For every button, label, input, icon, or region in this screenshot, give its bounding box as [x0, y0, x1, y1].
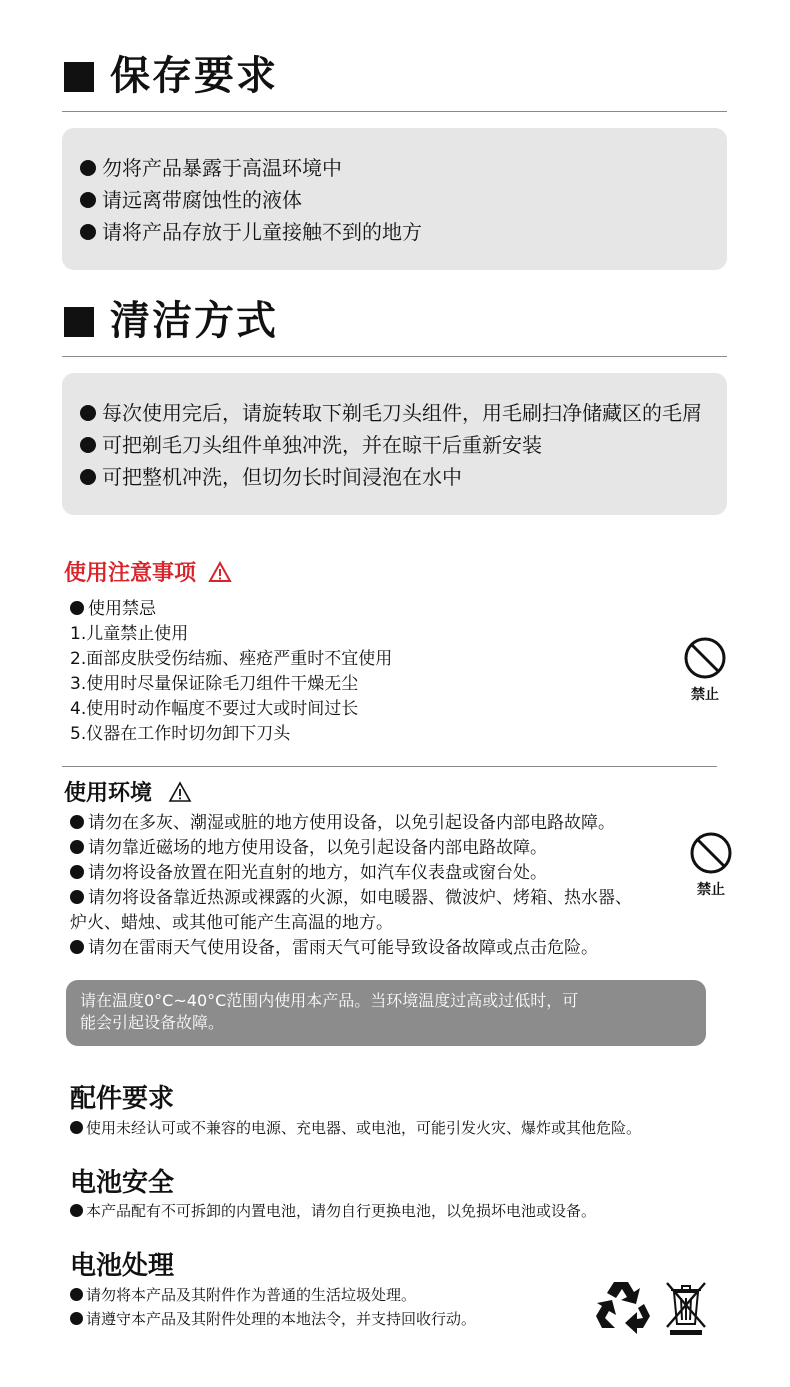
temperature-note: [66, 980, 706, 1046]
bullet-icon: [70, 1121, 83, 1134]
prohibited-sign: [683, 636, 727, 704]
environment-title: 使用环境: [64, 776, 192, 807]
list-item: 请勿将设备靠近热源或裸露的火源，如电暖器、微波炉、烤箱、热水器、: [70, 886, 632, 911]
bullet-icon: [80, 192, 96, 208]
list-item: 可把剃毛刀头组件单独冲洗，并在晾干后重新安装: [80, 430, 542, 460]
list-item: 4.使用时动作幅度不要过大或时间过长: [70, 699, 359, 719]
list-item: 请勿将设备放置在阳光直射的地方，如汽车仪表盘或窗台处。: [70, 861, 547, 886]
list-item: 可把整机冲洗，但切勿长时间浸泡在水中: [80, 462, 462, 492]
list-item: 5.仪器在工作时切勿卸下刀头: [70, 724, 291, 744]
precautions-heading: 使用禁忌: [70, 597, 156, 622]
list-item: 1.儿童禁止使用: [70, 624, 189, 644]
list-item: 使用未经认可或不兼容的电源、充电器、或电池，可能引发火灾、爆炸或其他危险。: [70, 1117, 641, 1139]
square-bullet-icon: [64, 307, 94, 337]
prohibited-label: 禁止: [697, 882, 725, 898]
warning-icon: [208, 561, 232, 583]
bullet-icon: [70, 1288, 83, 1301]
crossed-bin-icon: [664, 1280, 708, 1336]
warning-icon: [168, 781, 192, 803]
bullet-icon: [70, 601, 84, 615]
cleaning-section-title: 清洁方式: [64, 297, 278, 345]
square-bullet-icon: [64, 62, 94, 92]
list-item: 每次使用完后，请旋转取下剃毛刀头组件，用毛刷扫净储藏区的毛屑: [80, 398, 702, 428]
bullet-icon: [70, 890, 84, 904]
bullet-icon: [80, 469, 96, 485]
bullet-icon: [80, 224, 96, 240]
prohibited-icon: [689, 831, 733, 875]
divider: [62, 111, 727, 112]
list-item: 本产品配有不可拆卸的内置电池，请勿自行更换电池，以免损坏电池或设备。: [70, 1200, 596, 1222]
recycle-icon: [594, 1278, 652, 1334]
list-item: 请勿在雷雨天气使用设备，雷雨天气可能导致设备故障或点击危险。: [70, 936, 598, 961]
divider: [62, 356, 727, 357]
storage-section-title: 保存要求: [64, 52, 278, 100]
list-item: 请远离带腐蚀性的液体: [80, 185, 302, 215]
battery-disposal-title: 电池处理: [70, 1251, 175, 1281]
battery-safety-title: 电池安全: [70, 1168, 175, 1198]
prohibited-icon: [683, 636, 727, 680]
note-line: 请在温度0°C~40°C范围内使用本产品。当环境温度过高或过低时，可: [80, 991, 579, 1010]
list-item: 请勿将本产品及其附件作为普通的生活垃圾处理。: [70, 1284, 416, 1306]
bullet-icon: [70, 1204, 83, 1217]
bullet-icon: [70, 940, 84, 954]
list-item: 3.使用时尽量保证除毛刀组件干燥无尘: [70, 674, 359, 694]
bullet-icon: [70, 815, 84, 829]
list-item: 勿将产品暴露于高温环境中: [80, 153, 342, 183]
list-item: 请勿靠近磁场的地方使用设备，以免引起设备内部电路故障。: [70, 836, 547, 861]
bullet-icon: [80, 437, 96, 453]
list-item: 请将产品存放于儿童接触不到的地方: [80, 217, 422, 247]
bullet-icon: [80, 160, 96, 176]
accessories-title: 配件要求: [70, 1084, 175, 1114]
bullet-icon: [70, 1312, 83, 1325]
bullet-icon: [70, 840, 84, 854]
bullet-icon: [80, 405, 96, 421]
list-item: 请遵守本产品及其附件处理的本地法令，并支持回收行动。: [70, 1308, 476, 1330]
list-item: 请勿在多灰、潮湿或脏的地方使用设备，以免引起设备内部电路故障。: [70, 811, 615, 836]
list-item-continuation: 炉火、蜡烛、或其他可能产生高温的地方。: [70, 913, 393, 933]
prohibited-label: 禁止: [691, 687, 719, 703]
divider: [62, 766, 717, 767]
list-item: 2.面部皮肤受伤结痂、痤疮严重时不宜使用: [70, 649, 393, 669]
note-line: 能会引起设备故障。: [80, 1013, 225, 1032]
prohibited-sign: [689, 831, 733, 899]
bullet-icon: [70, 865, 84, 879]
precautions-title: 使用注意事项: [64, 556, 232, 587]
